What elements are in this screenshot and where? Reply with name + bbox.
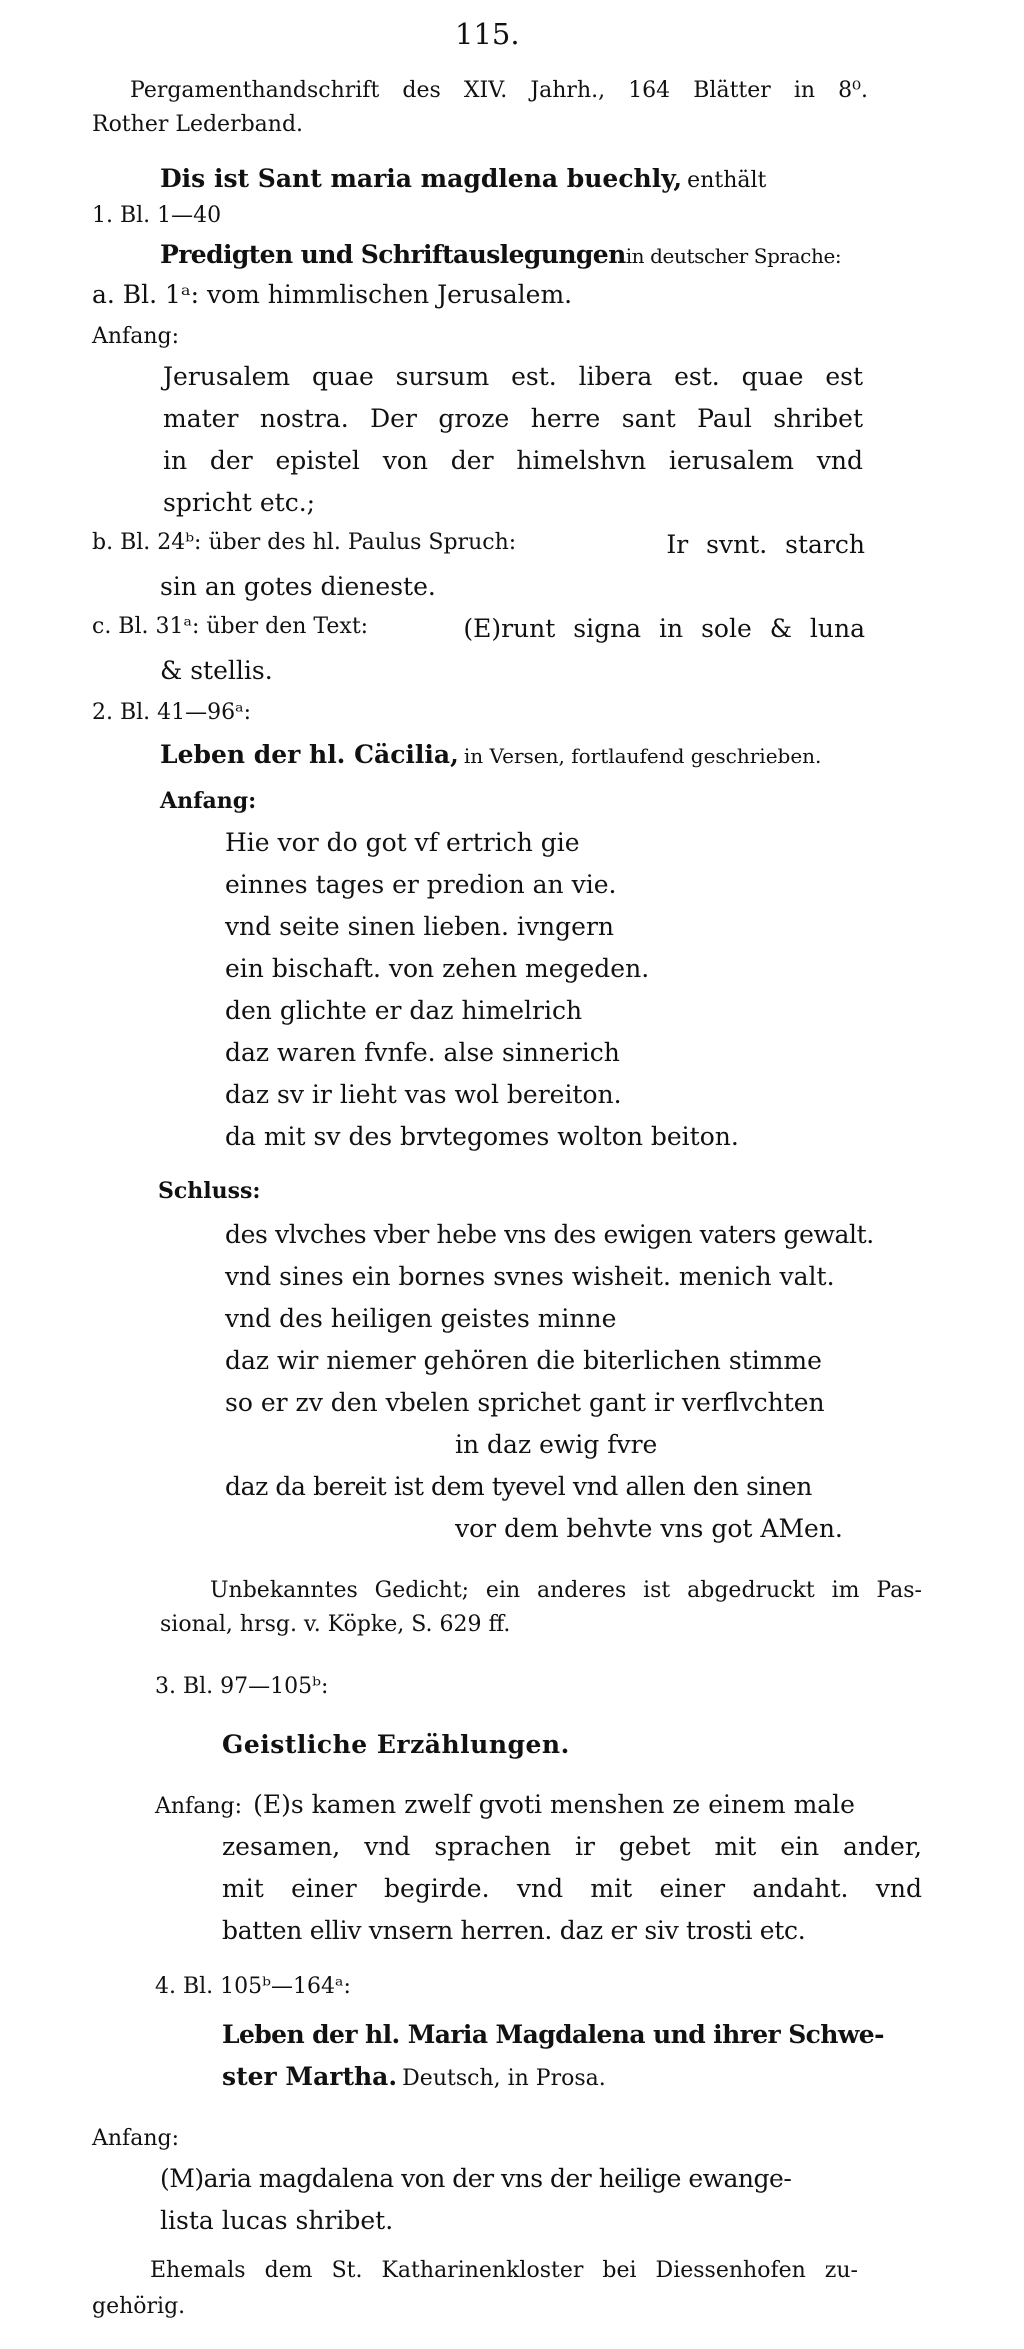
verse-line: Hie vor do got vf ertrich gie — [225, 828, 580, 857]
schluss-indented-line: in daz ewig fvre — [455, 1430, 658, 1459]
verse-line: vnd seite sinen lieben. ivngern — [225, 912, 615, 941]
section-3-ref: 3. Bl. 97—105ᵇ: — [155, 1674, 329, 1699]
section-4-heading-line-1: Leben der hl. Maria Magdalena und ihrer Schwe- — [222, 2020, 884, 2049]
section-1b-line — [92, 532, 865, 557]
schluss-line: vnd des heiligen geistes minne — [225, 1304, 617, 1333]
section-2-note-line-1: Unbekanntes Gedicht; ein anderes ist abgedruckt im Pas- — [210, 1578, 922, 1603]
section-3-text-line: mit einer begirde. vnd mit einer andaht. vnd — [222, 1874, 922, 1903]
manuscript-title-main: Dis ist Sant maria magdlena buechly, — [160, 164, 683, 193]
section-1b-label: b. Bl. 24ᵇ: über des hl. Paulus Spruch: — [92, 530, 517, 555]
section-1-quote-line: mater nostra. Der groze herre sant Paul shribet — [163, 404, 863, 433]
section-1c-line — [92, 616, 865, 641]
section-1c-continuation: & stellis. — [160, 656, 273, 685]
section-2-heading-bold: Leben der hl. Cäcilia, — [160, 740, 459, 769]
intro-line-1: Pergamenthandschrift des XIV. Jahrh., 164 Blätter in 8⁰. — [130, 78, 868, 103]
manuscript-title-suffix: enthält — [687, 168, 767, 193]
section-2-note-line-2: sional, hrsg. v. Köpke, S. 629 ff. — [160, 1612, 511, 1637]
provenance-note-line-1: Ehemals dem St. Katharinenkloster bei Diessenhofen zu- — [150, 2258, 858, 2283]
section-4-ref: 4. Bl. 105ᵇ—164ᵃ: — [155, 1974, 351, 1999]
section-2-heading — [160, 742, 821, 767]
section-1c-text: (E)runt signa in sole & luna — [463, 614, 865, 643]
section-1-quote-line: in der epistel von der himelshvn ierusalem vnd — [163, 446, 863, 475]
section-3-text-line: batten elliv vnsern herren. daz er siv trosti etc. — [222, 1916, 806, 1945]
section-1-quote-line: Jerusalem quae sursum est. libera est. quae est — [163, 362, 863, 391]
section-2-anfang-label: Anfang: — [160, 788, 257, 814]
section-1-quote-line: spricht etc.; — [163, 488, 316, 517]
section-1-anfang-label: Anfang: — [92, 324, 179, 349]
verse-line: daz waren fvnfe. alse sinnerich — [225, 1038, 620, 1067]
schluss-line: so er zv den vbelen sprichet gant ir verflvchten — [225, 1388, 825, 1417]
provenance-note-line-2: gehörig. — [92, 2294, 186, 2319]
schluss-line: daz da bereit ist dem tyevel vnd allen den sinen — [225, 1472, 812, 1501]
manuscript-title — [160, 166, 766, 192]
section-1c-label: c. Bl. 31ᵃ: über den Text: — [92, 614, 369, 639]
section-2-ref: 2. Bl. 41—96ᵃ: — [92, 700, 252, 725]
intro-line-2: Rother Lederband. — [92, 112, 304, 137]
section-2-schluss-label: Schluss: — [158, 1178, 261, 1204]
schluss-line: des vlvches vber hebe vns des ewigen vaters gewalt. — [225, 1220, 874, 1249]
section-3-heading: Geistliche Erzählungen. — [222, 1730, 570, 1759]
section-1b-continuation: sin an gotes dieneste. — [160, 572, 436, 601]
schluss-indented-line: vor dem behvte vns got AMen. — [455, 1514, 843, 1543]
schluss-line: daz wir niemer gehören die biterlichen stimme — [225, 1346, 822, 1375]
section-1-heading-bold: Predigten und Schriftauslegungen — [160, 240, 626, 269]
section-3-anfang-text: (E)s kamen zwelf gvoti menshen ze einem male — [253, 1790, 855, 1819]
section-4-heading-line-2 — [222, 2064, 606, 2090]
section-4-text-line: (M)aria magdalena von der vns der heilige ewange- — [160, 2164, 792, 2193]
section-4-anfang-label: Anfang: — [92, 2126, 179, 2151]
verse-line: daz sv ir lieht vas wol bereiton. — [225, 1080, 622, 1109]
section-4-text-line: lista lucas shribet. — [160, 2206, 394, 2235]
section-4-heading-rest: Deutsch, in Prosa. — [402, 2066, 606, 2091]
section-3-text-line: zesamen, vnd sprachen ir gebet mit ein ander, — [222, 1832, 922, 1861]
section-2-heading-rest: in Versen, fortlaufend geschrieben. — [463, 744, 822, 768]
section-1-heading-rest: in deutscher Sprache: — [625, 244, 842, 268]
verse-line: da mit sv des brvtegomes wolton beiton. — [225, 1122, 739, 1151]
section-1b-text: Ir svnt. starch — [666, 530, 865, 559]
section-3-anfang-label: Anfang: — [155, 1794, 242, 1819]
verse-line: einnes tages er predion an vie. — [225, 870, 617, 899]
verse-line: den glichte er daz himelrich — [225, 996, 583, 1025]
page-number: 115. — [455, 17, 520, 51]
section-1-ref: 1. Bl. 1—40 — [92, 203, 222, 228]
verse-line: ein bischaft. von zehen megeden. — [225, 954, 650, 983]
section-4-heading-bold: ster Martha. — [222, 2062, 398, 2091]
section-3-anfang-line — [155, 1792, 855, 1818]
schluss-line: vnd sines ein bornes svnes wisheit. menich valt. — [225, 1262, 835, 1291]
section-1-heading — [160, 242, 841, 267]
section-1a-line: a. Bl. 1ᵃ: vom himmlischen Jerusalem. — [92, 280, 573, 309]
